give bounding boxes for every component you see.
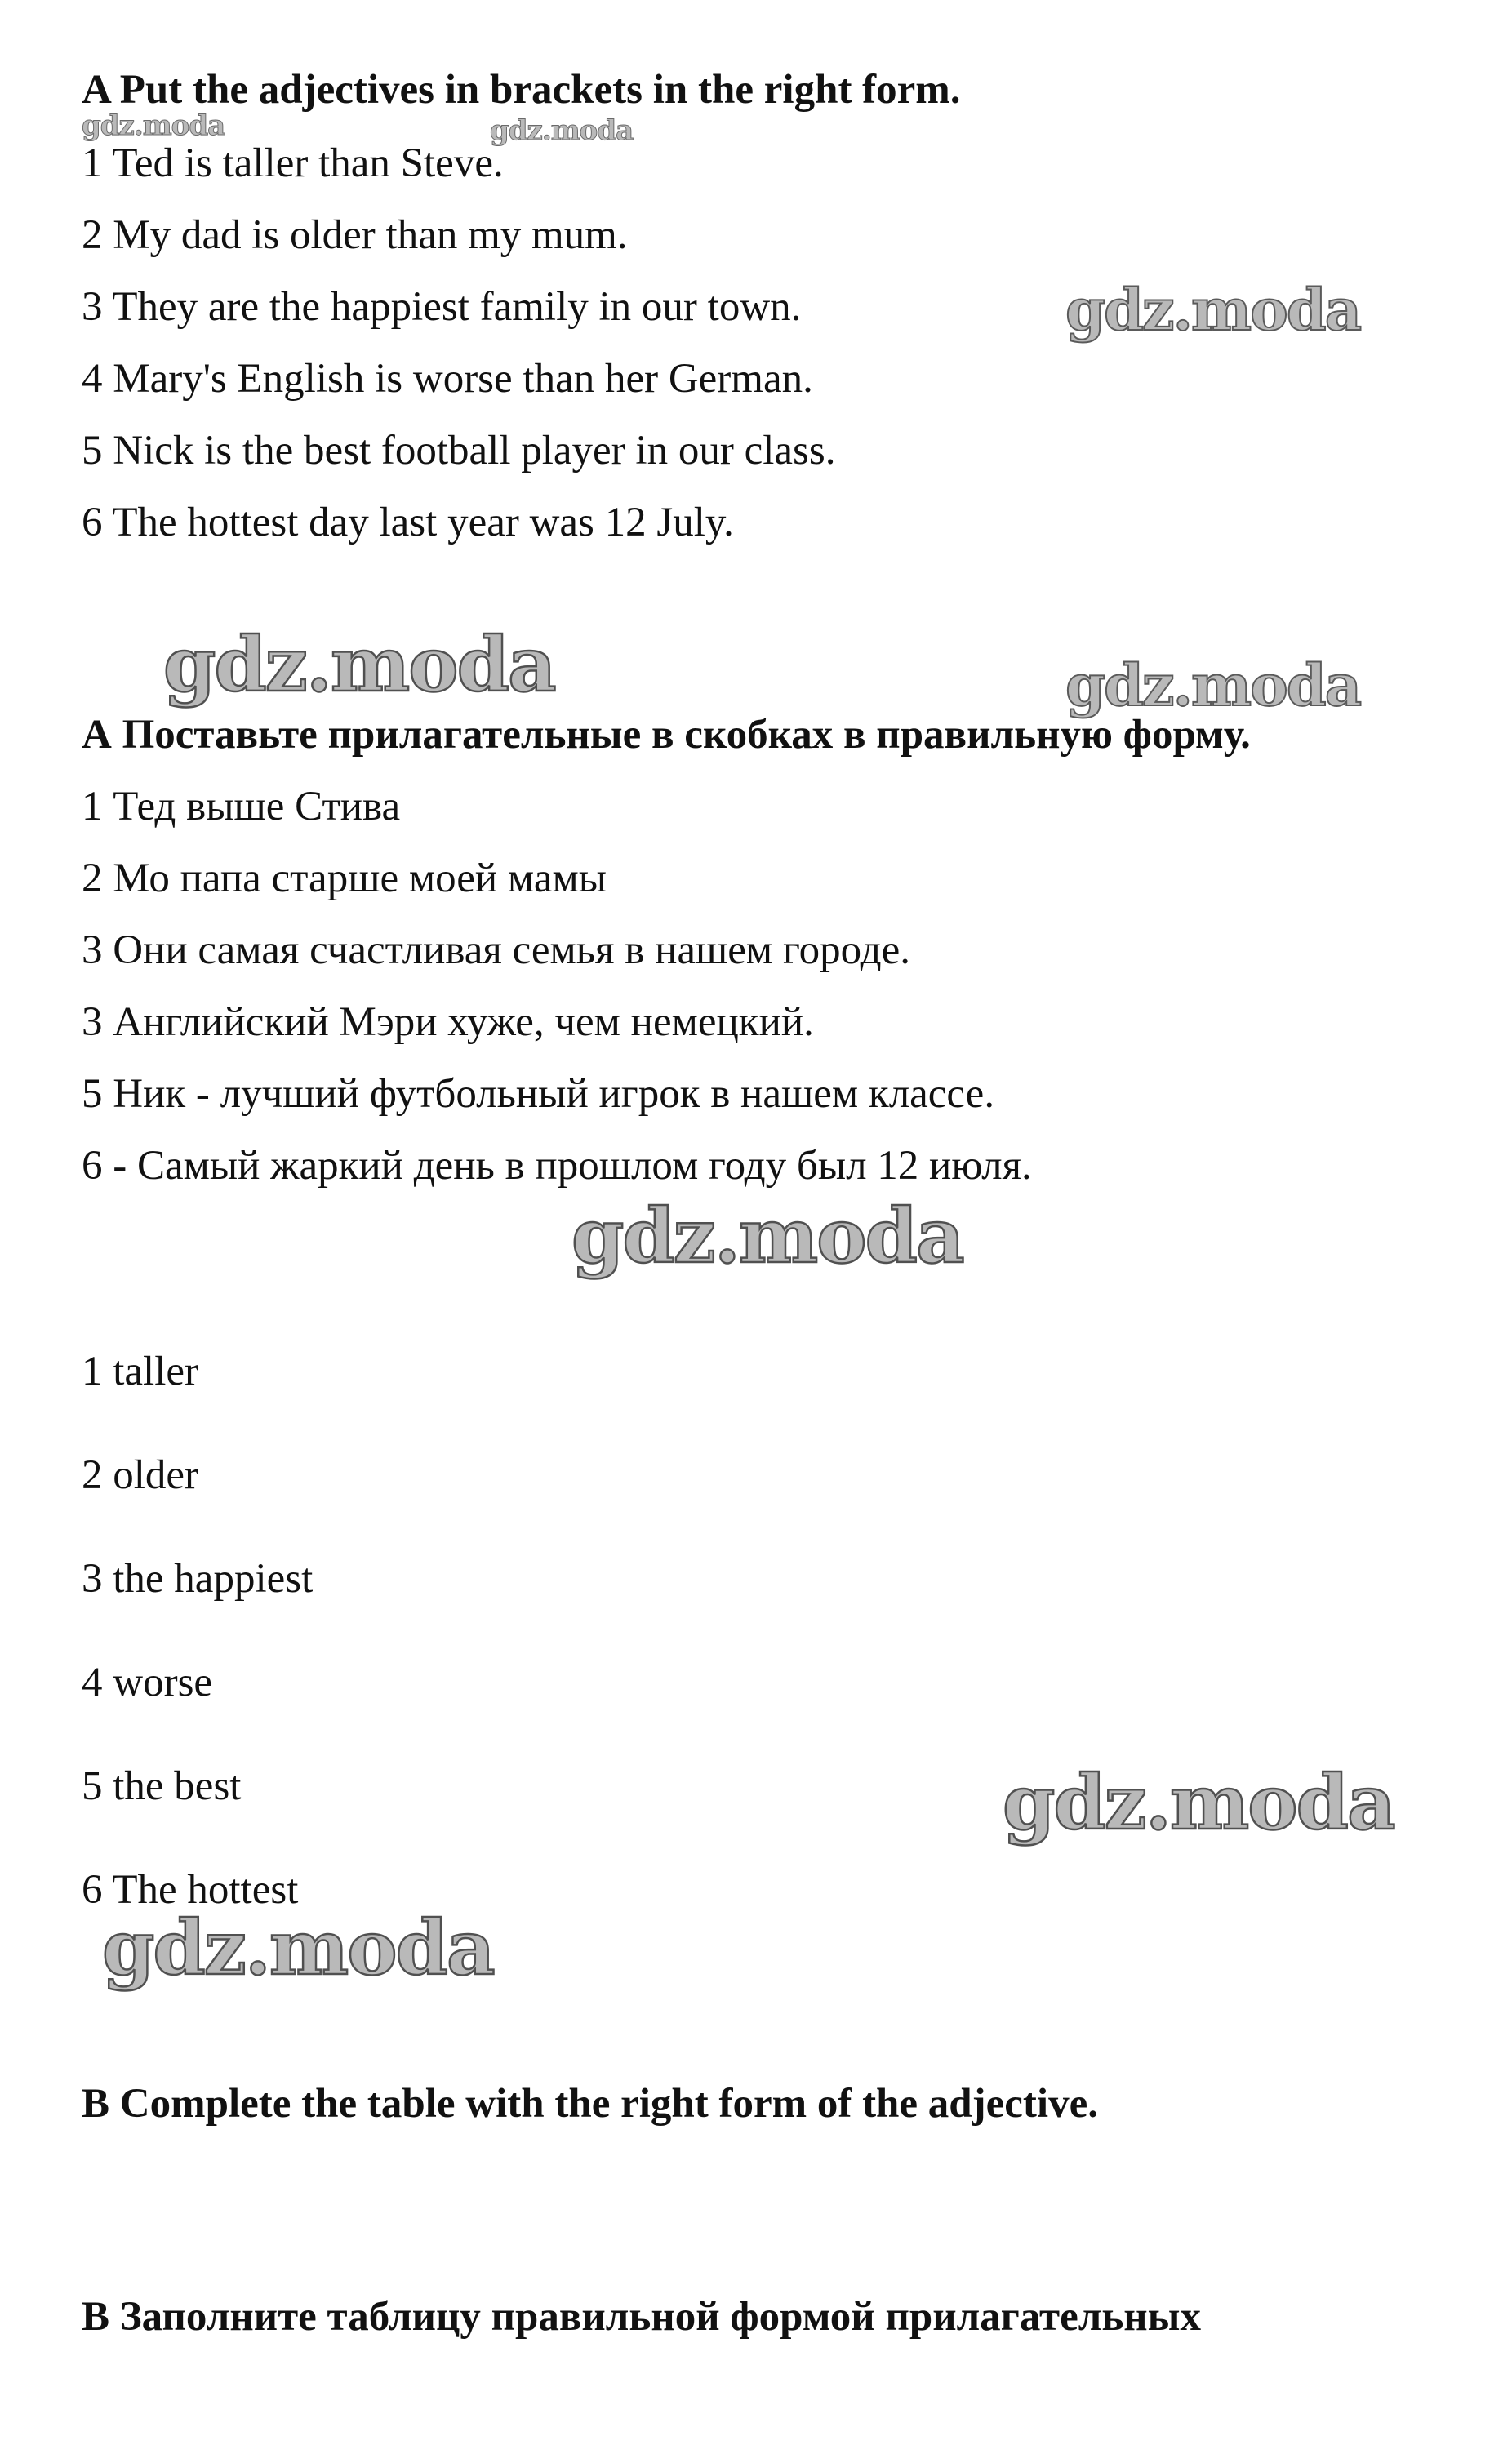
sentence-en-3: 3 They are the happiest family in our town.: [82, 284, 802, 330]
answer-3: 3 the happiest: [82, 1556, 314, 1602]
watermark: gdz.moda: [82, 109, 225, 142]
section-b-heading-ru: В Заполните таблицу правильной формой прилагательных: [82, 2294, 1201, 2340]
sentence-ru-4: 3 Английский Мэри хуже, чем немецкий.: [82, 999, 814, 1045]
section-b-heading-en: B Complete the table with the right form of the adjective.: [82, 2081, 1098, 2127]
answer-5: 5 the best: [82, 1763, 242, 1809]
sentence-en-6: 6 The hottest day last year was 12 July.: [82, 500, 734, 545]
sentence-en-5: 5 Nick is the best football player in our class.: [82, 428, 836, 473]
watermark: gdz.moda: [102, 1904, 494, 1992]
watermark: gdz.moda: [1065, 276, 1361, 344]
watermark: gdz.moda: [1003, 1758, 1394, 1847]
answer-6: 6 The hottest: [82, 1867, 299, 1913]
section-a-heading-ru: А Поставьте прилагательные в скобках в правильную форму.: [82, 712, 1251, 758]
sentence-ru-2: 2 Мо папа старше моей мамы: [82, 856, 607, 901]
section-a-heading-en: A Put the adjectives in brackets in the right form.: [82, 67, 961, 113]
watermark: gdz.moda: [571, 1192, 963, 1280]
watermark: gdz.moda: [490, 114, 634, 147]
sentence-en-1: 1 Ted is taller than Steve.: [82, 140, 504, 186]
sentence-ru-1: 1 Тед выше Стива: [82, 784, 401, 829]
sentence-ru-6: 6 - Самый жаркий день в прошлом году был 12 июля.: [82, 1143, 1032, 1189]
watermark: gdz.moda: [1065, 651, 1361, 719]
sentence-ru-5: 5 Ник - лучший футбольный игрок в нашем классе.: [82, 1071, 995, 1117]
sentence-ru-3: 3 Они самая счастливая семья в нашем городе.: [82, 927, 910, 973]
answer-2: 2 older: [82, 1452, 199, 1498]
sentence-en-2: 2 My dad is older than my mum.: [82, 212, 628, 258]
sentence-en-4: 4 Mary's English is worse than her German.: [82, 356, 813, 402]
watermark: gdz.moda: [163, 620, 555, 709]
answer-1: 1 taller: [82, 1349, 199, 1394]
answer-4: 4 worse: [82, 1660, 213, 1705]
